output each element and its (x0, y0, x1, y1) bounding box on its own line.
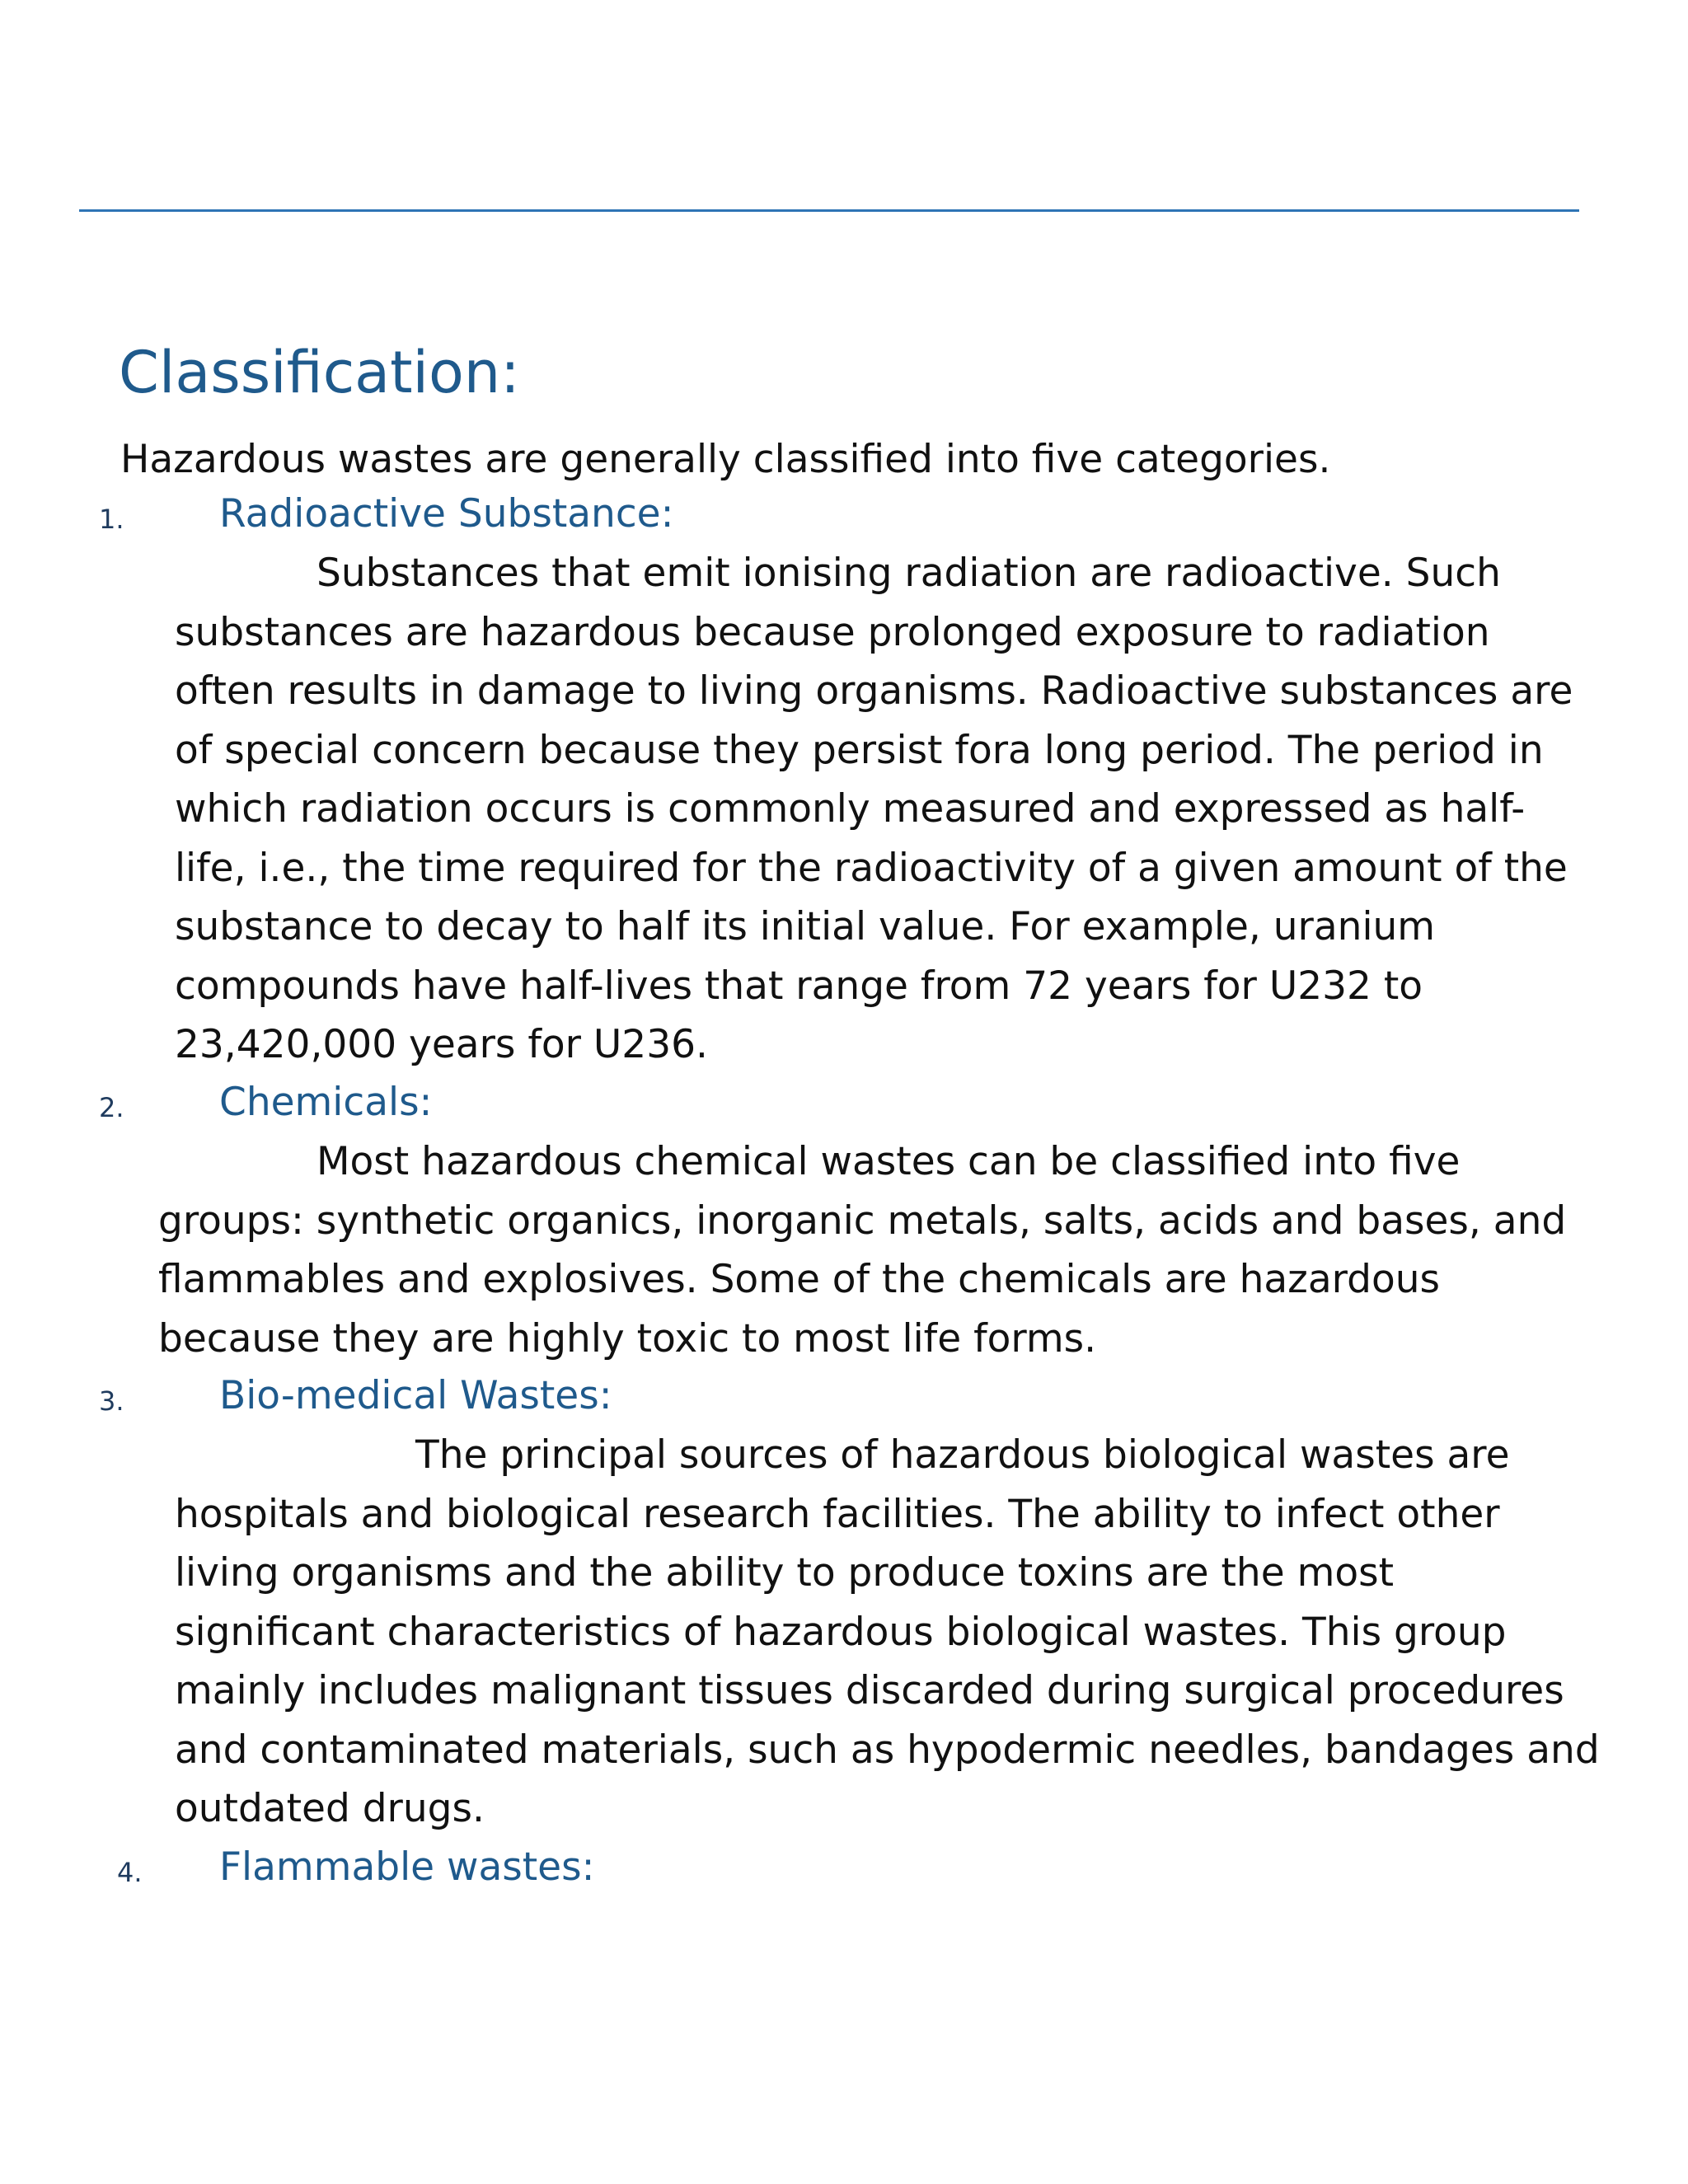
section-3-line: living organisms and the ability to produce toxins are the most (175, 1550, 1395, 1596)
section-1-line: Substances that emit ionising radiation are radioactive. Such (316, 551, 1501, 596)
section-2-line: flammables and explosives. Some of the chemicals are hazardous (158, 1257, 1440, 1302)
page-title: Classification: (119, 339, 520, 406)
section-2-paragraph (158, 1132, 1566, 1368)
section-1-line: often results in damage to living organisms. Radioactive substances are (175, 668, 1573, 714)
section-1-paragraph (175, 544, 1573, 1075)
section-2-line: groups: synthetic organics, inorganic metals, salts, acids and bases, and (158, 1197, 1567, 1244)
section-3-line: significant characteristics of hazardous biological wastes. This group (175, 1609, 1507, 1655)
section-2-line: Most hazardous chemical wastes can be classified into five (316, 1139, 1461, 1184)
section-1-line: substances are hazardous because prolonged exposure to radiation (175, 609, 1490, 655)
section-4-number: 4. (117, 1857, 143, 1888)
section-2-heading: Chemicals: (219, 1080, 433, 1125)
section-2-number: 2. (99, 1092, 124, 1123)
section-1-line: of special concern because they persist fora long period. The period in (175, 727, 1544, 773)
section-1-number: 1. (99, 504, 124, 535)
section-3-paragraph (175, 1426, 1600, 1839)
section-1-heading: Radioactive Substance: (219, 491, 674, 537)
section-1-line: substance to decay to half its initial value. For example, uranium (175, 904, 1436, 949)
section-3-heading: Bio-medical Wastes: (219, 1373, 612, 1418)
section-1-line: 23,420,000 years for U236. (175, 1022, 708, 1067)
section-1-line: compounds have half-lives that range from 72 years for U232 to (175, 963, 1423, 1009)
header-rule (79, 209, 1579, 212)
section-3-line: The principal sources of hazardous biological wastes are (415, 1432, 1510, 1478)
section-3-line: and contaminated materials, such as hypodermic needles, bandages and (175, 1727, 1600, 1773)
section-1-line: life, i.e., the time required for the radioactivity of a given amount of the (175, 845, 1568, 891)
section-2-line: because they are highly toxic to most life forms. (158, 1315, 1097, 1361)
section-3-line: hospitals and biological research facilities. The ability to infect other (175, 1491, 1500, 1537)
section-3-line: outdated drugs. (175, 1786, 485, 1831)
section-3-number: 3. (99, 1385, 124, 1417)
intro-paragraph: Hazardous wastes are generally classified into five categories. (120, 437, 1331, 482)
section-3-line: mainly includes malignant tissues discarded during surgical procedures (175, 1668, 1564, 1713)
section-1-line: which radiation occurs is commonly measured and expressed as half- (175, 786, 1526, 832)
section-4-heading: Flammable wastes: (219, 1844, 595, 1890)
